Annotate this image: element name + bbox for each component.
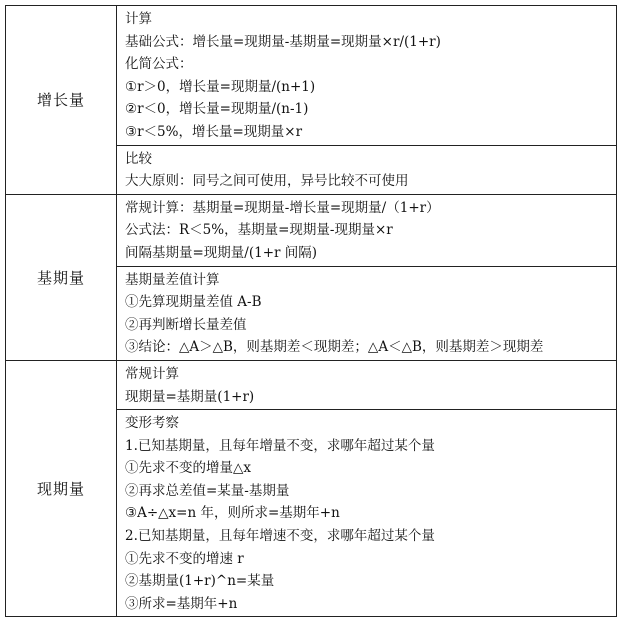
- content-line: 2.已知基期量，且每年增速不变，求哪年超过某个量: [125, 528, 435, 545]
- content-line: 化简公式：: [125, 56, 193, 73]
- content-line: ②再求总差值=某量-基期量: [125, 482, 290, 499]
- content-line: 间隔基期量=现期量/(1+r 间隔): [125, 244, 318, 261]
- subsection-cell: [117, 145, 617, 194]
- table-row-growth-calc: [6, 6, 617, 146]
- content-line: ①先求不变的增量△x: [125, 460, 251, 477]
- content-line: 现期量=基期量(1+r): [125, 388, 255, 405]
- subsection-cell: [117, 410, 617, 617]
- content-line: 大大原则：同号之间可使用，异号比较不可使用: [125, 173, 409, 190]
- subsection-cell: [117, 6, 617, 146]
- category-cell: 基期量: [6, 194, 117, 360]
- content-line: ①r＞0，增长量=现期量/(n+1): [125, 78, 316, 95]
- content-line: 公式法：R＜5%，基期量=现期量-现期量×r: [125, 222, 393, 239]
- content-line: 基础公式：增长量=现期量-基期量=现期量×r/(1+r): [125, 33, 441, 50]
- category-cell: 现期量: [6, 360, 117, 617]
- subsection-heading: 比较: [125, 150, 152, 167]
- content-line: ③结论：△A＞△B，则基期差＜现期差；△A＜△B，则基期差＞现期差: [125, 339, 544, 356]
- category-cell: 增长量: [6, 6, 117, 195]
- content-line: ②r＜0，增长量=现期量/(n-1): [125, 101, 309, 118]
- subsection-heading: 常规计算: [125, 365, 179, 382]
- subsection-cell: [117, 360, 617, 409]
- table-row-base-calc: [6, 194, 617, 266]
- subsection-heading: 变形考察: [125, 415, 179, 432]
- content-line: ③A÷△x=n 年，则所求=基期年+n: [125, 505, 340, 522]
- content-line: ②再判断增长量差值: [125, 316, 247, 333]
- content-line: ②基期量(1+r)^n=某量: [125, 573, 275, 590]
- content-line: ③r＜5%，增长量=现期量×r: [125, 123, 303, 140]
- formula-summary-table: [5, 5, 617, 617]
- summary-table-frame: [5, 5, 617, 612]
- subsection-heading: 计算: [125, 11, 152, 27]
- subsection-cell: [117, 194, 617, 266]
- subsection-heading: 基期量差值计算: [125, 271, 220, 288]
- content-line: 1.已知基期量，且每年增量不变，求哪年超过某个量: [125, 437, 435, 454]
- content-line: ①先算现期量差值 A-B: [125, 294, 262, 311]
- subsection-cell: [117, 266, 617, 360]
- content-line: ③所求=基期年+n: [125, 595, 238, 612]
- content-line: ①先求不变的增速 r: [125, 550, 244, 567]
- subsection-heading: 常规计算：基期量=现期量-增长量=现期量/（1+r）: [125, 199, 440, 216]
- table-row-current-calc: [6, 360, 617, 409]
